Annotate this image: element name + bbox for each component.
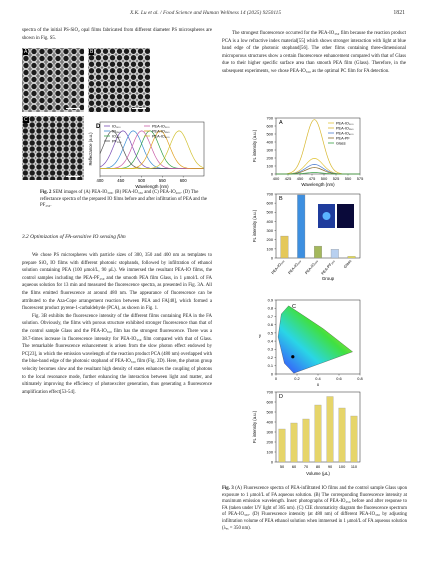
cie-gamut xyxy=(278,306,353,373)
y-tick-label: 500 xyxy=(266,209,273,215)
x-tick-label: 425 xyxy=(284,176,292,181)
y-tick-label: 0 xyxy=(270,171,273,177)
y-tick-label: 0 xyxy=(270,459,273,465)
y-tick-label: 600 xyxy=(266,399,273,405)
y-tick-label: 400 xyxy=(266,139,273,145)
page-header xyxy=(0,10,427,22)
x-tick-label: 100 xyxy=(338,464,346,469)
legend-entry: Glass xyxy=(336,141,346,146)
y-tick-label: 400 xyxy=(266,218,273,224)
y-tick-label: 100 xyxy=(266,449,273,455)
x-tick-label: PEA-IO₃₅₀ xyxy=(287,259,302,276)
y-axis-label: Reflectance (a.u.) xyxy=(88,132,93,166)
y-tick-label: 500 xyxy=(266,409,273,415)
x-tick-label: 450 xyxy=(296,176,304,181)
x-tick-label: 90 xyxy=(327,464,333,469)
body-paragraph: Fig. 3B exhibits the fluorescence intensity of the different films containing PEA in the FA solution. Obviously, the films with porous structure exhibited stronger fluorescence than that of the control sample Glass and the PEA-IO₃₅₀ film has the strongest fluorescence. There was a 38.7-times increase in fluorescence intensity for PEA-IO₃₅₀ film compared with that of Glass. The remarkable fluorescence enhancement is arisen from the slow photon effect endowed by PC[23], in which the emission wavelength of the reaction product PCA (480 nm) overlapped with the blue-band edge of the photonic stopband of PEA-IO₃₅₀ film (Fig. 2D). Here, the photon group velocity becomes slow and the resultant high density of states enhances the coupling of photons to the local resonance mode, further enhancing the interaction between light and matter, and ultimately improving the efficiency of photoexciter generation, thus generating a fluorescence amplification effect[53-54]. xyxy=(22,313,212,395)
sem-image-a xyxy=(22,48,84,112)
x-tick-label: 575 xyxy=(356,176,364,181)
x-tick-label: 0.2 xyxy=(294,376,300,381)
inset-photo-after xyxy=(337,204,354,228)
x-tick-label: 550 xyxy=(158,178,166,183)
bar xyxy=(348,256,356,258)
fig3d-bar-chart xyxy=(232,388,392,482)
y-tick-label: 0.8 xyxy=(267,305,273,311)
x-tick-label: 0 xyxy=(274,376,278,381)
x-tick-label: Glass xyxy=(343,259,353,270)
x-tick-label: 80 xyxy=(315,464,321,469)
y-tick-label: 300 xyxy=(266,147,273,153)
legend-entry: PEA-IO₄₀₀ xyxy=(152,134,170,139)
fig2d-reflectance-chart xyxy=(86,116,214,192)
x-tick-label: 0.8 xyxy=(357,376,363,381)
sem-image-b xyxy=(88,48,150,112)
cie-point xyxy=(291,355,294,358)
y-tick-label: 400 xyxy=(266,419,273,425)
y-tick-label: 0.3 xyxy=(267,346,273,352)
y-tick-label: 600 xyxy=(266,200,273,206)
bar xyxy=(279,429,286,462)
y-axis-label: FL intensity (a.u.) xyxy=(252,410,257,444)
fig3a-spectra-chart xyxy=(232,114,392,188)
bar xyxy=(327,397,334,463)
fig3b-bar-chart xyxy=(232,188,392,298)
right-body-text xyxy=(222,30,406,76)
bar xyxy=(297,195,305,258)
bar xyxy=(339,408,346,462)
y-axis-label: FL intensity (a.u.) xyxy=(252,209,257,243)
section-title: 3.2 Optimization of FA-sensitive IO sensing film xyxy=(22,234,126,240)
panel-label-c: C xyxy=(292,304,296,310)
legend-entry: PEA-IO₃₅₀ xyxy=(152,129,170,134)
y-tick-label: 200 xyxy=(266,237,273,243)
fig2-caption xyxy=(40,190,210,210)
inset-glow-spot xyxy=(323,212,331,220)
y-tick-label: 0.2 xyxy=(267,354,273,360)
y-axis-label: y xyxy=(258,333,262,338)
y-tick-label: 100 xyxy=(266,163,273,169)
x-tick-label: 70 xyxy=(303,464,309,469)
bar xyxy=(303,419,310,462)
left-intro-text xyxy=(22,27,212,42)
x-tick-label: 500 xyxy=(320,176,328,181)
x-tick-label: PEA-PF₂₅₀ xyxy=(320,259,336,276)
panel-label-b: B xyxy=(90,49,94,55)
x-axis-label: Volume (μL) xyxy=(306,471,330,476)
x-axis-label: Wavelength (nm) xyxy=(135,184,169,189)
panel-label-a: A xyxy=(24,49,28,55)
panel-label-b: B xyxy=(279,196,283,202)
bar xyxy=(281,236,289,258)
x-tick-label: 110 xyxy=(350,464,358,469)
intro-paragraph: spectra of the initial PS-SiO₂ opal films fabricated from different diameter PS microspheres are shown in Fig. S5. xyxy=(22,28,212,41)
y-tick-label: 600 xyxy=(266,123,273,129)
scale-bar xyxy=(66,108,80,110)
bar xyxy=(351,416,358,462)
y-tick-label: 700 xyxy=(266,191,273,197)
bar xyxy=(291,423,298,462)
y-axis-label: FL intensity (a.u.) xyxy=(252,129,257,163)
y-tick-label: 0.4 xyxy=(267,338,273,344)
legend-entry: PEA-IO₃₅₀ xyxy=(336,126,354,131)
x-axis-label: Wavelength (nm) xyxy=(301,182,335,187)
y-tick-label: 0.6 xyxy=(267,322,273,328)
x-tick-label: 0.6 xyxy=(336,376,342,381)
y-tick-label: 0 xyxy=(270,255,273,261)
x-tick-label: 400 xyxy=(96,178,104,183)
panel-label-a: A xyxy=(279,120,283,126)
fig3c-cie-chart xyxy=(232,296,392,388)
body-paragraph: We chose PS microspheres with particle sizes of 300, 350 and 400 nm as templates to prepare SiO₂ IO films with different photonic stopbands, followed by infiltration of ethanol solution containing PEA (100 μmol/L, 90 μL). We immersed the resultant PEA-IO films, the control samples including the PEA-PF₂₅₀ and the smooth PEA film Glass, in 1 μmol/L of FA aqueous solution for 13 min and measured the fluorescence spectra, as presented in Fig. 3A. All the films emitted fluorescence at around 480 nm. The appearance of fluorescence can be attributed to the Aza-Cope arrangement reaction between PEA and FA[48], which formed a fluorescent product pyrene-1-carbaldehyde (PCA), as shown in Fig. 1. xyxy=(22,253,212,312)
panel-label-d: D xyxy=(96,124,101,130)
bar xyxy=(314,246,322,258)
y-tick-label: 0.9 xyxy=(267,297,273,303)
fig3-caption xyxy=(222,486,407,532)
x-tick-label: 525 xyxy=(332,176,340,181)
left-body-text xyxy=(22,252,212,396)
x-tick-label: 50 xyxy=(279,464,285,469)
x-tick-label: 600 xyxy=(179,178,187,183)
x-tick-label: 400 xyxy=(272,176,280,181)
panel-label-c: C xyxy=(24,117,28,123)
legend-entry: IO₄₀₀ xyxy=(112,134,121,139)
series-line xyxy=(276,158,360,174)
x-axis-label: x xyxy=(316,382,320,387)
body-paragraph: The strongest fluorescence occurred for the PEA-IO₃₅₀ film because the reaction product PCA is a low refractive index material[55] which shows stronger interaction with light at blue band edge of the photonic stopband[56]. The other films containing three-dimensional microporous structures show a certain fluorescence enhancement compared with that of Glass due to their higher specific surface area than smooth PEA film (Glass). Therefore, in the subsequent experiments, we chose PEA-IO₃₅₀ as the optimal PC film for FA detection. xyxy=(222,31,406,74)
y-tick-label: 700 xyxy=(266,389,273,395)
x-tick-label: 550 xyxy=(344,176,352,181)
legend-entry: PEA-IO₃₀₀ xyxy=(336,121,354,126)
legend-entry: IO₃₅₀ xyxy=(112,129,121,134)
fig2-caption-text: SEM images of (A) PEA-IO₃₀₀, (B) PEA-IO₃₅₀ and (C) PEA-IO₄₀₀. (D) The reflectance spectra of the prepared IO films before and after infiltration of PEA and the PF₂₅₀. xyxy=(40,190,208,209)
fig2-caption-label: Fig. 2 xyxy=(40,190,52,195)
y-tick-label: 200 xyxy=(266,439,273,445)
y-tick-label: 0 xyxy=(270,371,273,377)
fig3-caption-label: Fig. 3 xyxy=(222,486,234,491)
page-number: 1821 xyxy=(393,10,405,16)
y-tick-label: 100 xyxy=(266,246,273,252)
y-tick-label: 500 xyxy=(266,131,273,137)
legend-entry: PEA-PF xyxy=(336,136,350,141)
legend-entry: PEA-IO₄₀₀ xyxy=(336,131,354,136)
panel-label-d: D xyxy=(279,394,283,400)
x-axis-label: Group xyxy=(321,276,335,281)
y-tick-label: 200 xyxy=(266,155,273,161)
scale-bar xyxy=(66,176,80,178)
x-tick-label: 475 xyxy=(308,176,316,181)
bar xyxy=(331,249,339,258)
x-tick-label: 0.4 xyxy=(315,376,321,381)
scale-bar xyxy=(132,108,146,110)
legend-entry: PEA-IO₃₀₀ xyxy=(152,124,170,129)
y-tick-label: 0.7 xyxy=(267,313,273,319)
y-tick-label: 300 xyxy=(266,429,273,435)
x-tick-label: PEA-IO₄₀₀ xyxy=(304,259,319,276)
x-tick-label: 500 xyxy=(138,178,146,183)
fig3-caption-text: (A) Fluorescence spectra of PEA-infiltrated IO films and the control sample Glass upon exposure to 1 μmol/L of FA aqueous solution. (B) The corresponding fluorescence intensity at maximum emission wavelength. Inset: photographs of PEA-IO₃₅₀ before and after response to FA (taken under UV light of 365 nm). (C) CIE chromaticity diagram the fluorescence spectrum of PEA-IO₃₅₀. (D) Fluorescence intensity (at 480 nm) of different PEA-IO₃₅₀ by adjusting infiltration volume of PEA ethanol solution when immersed in 1 μmol/L of FA aqueous solution (λₑₓ = 350 nm). xyxy=(222,486,407,531)
sem-image-c xyxy=(22,116,84,180)
y-tick-label: 0.1 xyxy=(267,363,273,369)
y-tick-label: 0.5 xyxy=(267,330,273,336)
y-tick-label: 700 xyxy=(266,115,273,121)
x-tick-label: 450 xyxy=(117,178,125,183)
bar xyxy=(315,405,322,462)
journal-citation: X.K. Lu et al. / Food Science and Human Wellness 14 (2025) 9250115 xyxy=(130,10,282,16)
x-tick-label: PEA-IO₃₀₀ xyxy=(270,259,286,276)
y-tick-label: 300 xyxy=(266,227,273,233)
x-tick-label: 60 xyxy=(291,464,297,469)
legend-entry: PF₂₅₀ xyxy=(112,139,122,144)
legend-entry: IO₃₀₀ xyxy=(112,124,121,129)
